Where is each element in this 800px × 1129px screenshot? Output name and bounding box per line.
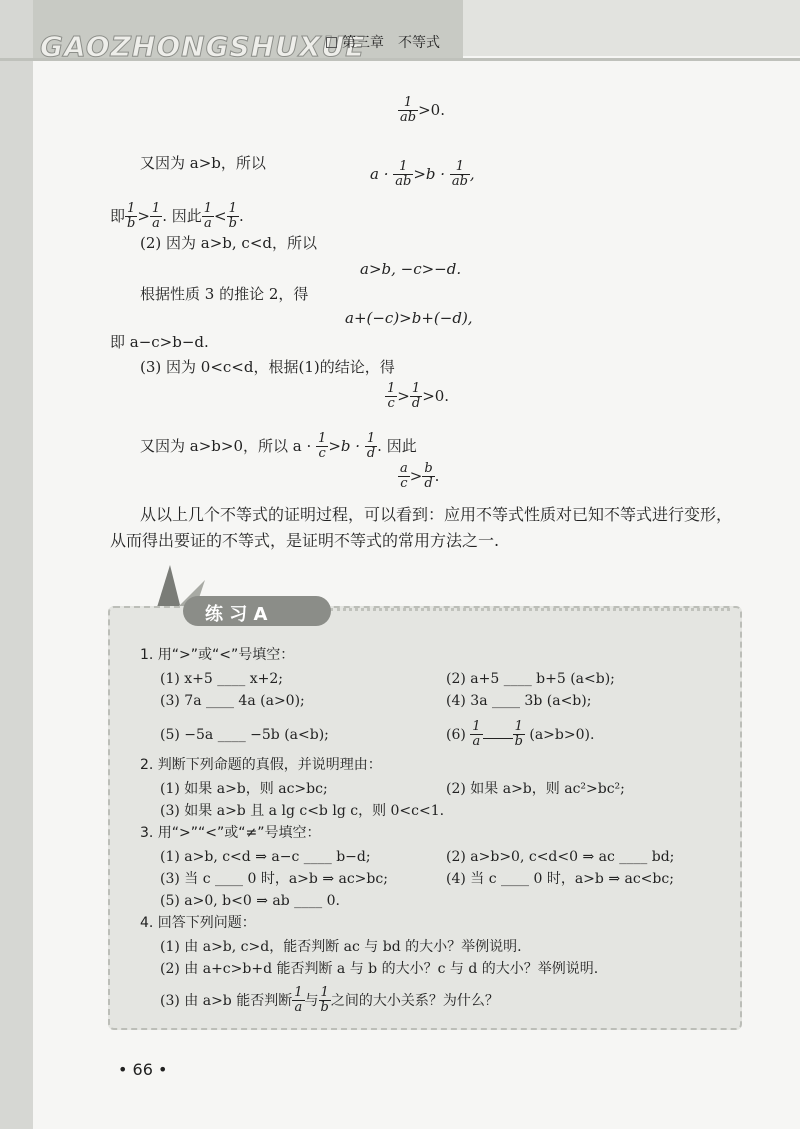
summary-line-1: 从以上几个不等式的证明过程，可以看到：应用不等式性质对已知不等式进行变形， bbox=[140, 505, 733, 524]
line-frac-ab: $\frac{1}{ab}$ >0. bbox=[400, 95, 445, 126]
line-6: a>b, −c>−d. bbox=[360, 260, 462, 278]
q1-2: (2) a+5 ____ b+5 (a<b); bbox=[446, 671, 615, 687]
line-13-formula: $\frac{a}{c}$ > $\frac{b}{d}$ . bbox=[400, 461, 440, 492]
q1-1: (1) x+5 ____ x+2; bbox=[160, 671, 283, 687]
line-7: 根据性质 3 的推论 2，得 bbox=[140, 285, 309, 303]
line-2: 又因为 a>b，所以 bbox=[140, 154, 266, 172]
q3-4: (4) 当 c ____ 0 时，a>b ⇒ ac<bc; bbox=[446, 871, 674, 887]
q4-2: (2) 由 a+c>b+d 能否判断 a 与 b 的大小？c 与 d 的大小？举例说明. bbox=[160, 961, 599, 977]
line-9: 即 a−c>b−d. bbox=[110, 333, 209, 351]
line-12: 又因为 a>b>0，所以 a · $\frac{1}{c}$ >b · $\frac{1}{d}$ . 因此 bbox=[140, 431, 417, 462]
q3-heading: 3. 用“>”“<”或“≠”号填空： bbox=[140, 825, 321, 841]
line-8: a+(−c)>b+(−d), bbox=[345, 309, 473, 327]
exercise-title: 练 习 A bbox=[205, 604, 268, 625]
q4-1: (1) 由 a>b, c>d，能否判断 ac 与 bd 的大小？举例说明. bbox=[160, 939, 522, 955]
q4-heading: 4. 回答下列问题： bbox=[140, 915, 256, 931]
q1-3: (3) 7a ____ 4a (a>0); bbox=[160, 693, 305, 709]
q1-5: (5) −5a ____ −5b (a<b); bbox=[160, 727, 329, 743]
q2-1: (1) 如果 a>b，则 ac>bc; bbox=[160, 781, 328, 797]
q1-6: (6) $\frac{1}{a}$ $\frac{1}{b}$ (a>b>0). bbox=[446, 719, 595, 750]
chapter-title: 第三章 不等式 bbox=[326, 32, 440, 52]
q2-3: (3) 如果 a>b 且 a lg c<b lg c，则 0<c<1. bbox=[160, 803, 445, 819]
page-spine bbox=[0, 0, 33, 1129]
q4-3: (3) 由 a>b 能否判断 $\frac{1}{a}$ 与 $\frac{1}{b}$ 之间的大小关系？为什么？ bbox=[160, 985, 499, 1016]
q3-5: (5) a>0, b<0 ⇒ ab ____ 0. bbox=[160, 893, 340, 909]
q3-2: (2) a>b>0, c<d<0 ⇒ ac ____ bd; bbox=[446, 849, 675, 865]
line-3-formula: a · $\frac{1}{ab}$ >b · $\frac{1}{ab}$ , bbox=[370, 159, 475, 190]
header-logo: GAOZHONGSHUXUE bbox=[40, 30, 366, 63]
square-icon bbox=[326, 37, 337, 48]
line-11-formula: $\frac{1}{c}$ > $\frac{1}{d}$ >0. bbox=[387, 381, 450, 412]
q2-2: (2) 如果 a>b，则 ac²>bc²; bbox=[446, 781, 625, 797]
page-number: • 66 • bbox=[118, 1060, 168, 1079]
q1-4: (4) 3a ____ 3b (a<b); bbox=[446, 693, 592, 709]
line-5: (2) 因为 a>b, c<d，所以 bbox=[140, 234, 318, 252]
summary-line-2: 从而得出要证的不等式，是证明不等式的常用方法之一. bbox=[110, 531, 500, 550]
q1-heading: 1. 用“>”或“<”号填空： bbox=[140, 647, 295, 663]
q2-heading: 2. 判断下列命题的真假，并说明理由： bbox=[140, 757, 382, 773]
q3-3: (3) 当 c ____ 0 时，a>b ⇒ ac>bc; bbox=[160, 871, 388, 887]
line-10: (3) 因为 0<c<d，根据(1)的结论，得 bbox=[140, 358, 395, 376]
line-4: 即 $\frac{1}{b}$ > $\frac{1}{a}$ . 因此 $\frac{1}{a}$ < $\frac{1}{b}$ . bbox=[110, 201, 244, 232]
banner-dotted-rule bbox=[330, 608, 730, 611]
q3-1: (1) a>b, c<d ⇒ a−c ____ b−d; bbox=[160, 849, 371, 865]
